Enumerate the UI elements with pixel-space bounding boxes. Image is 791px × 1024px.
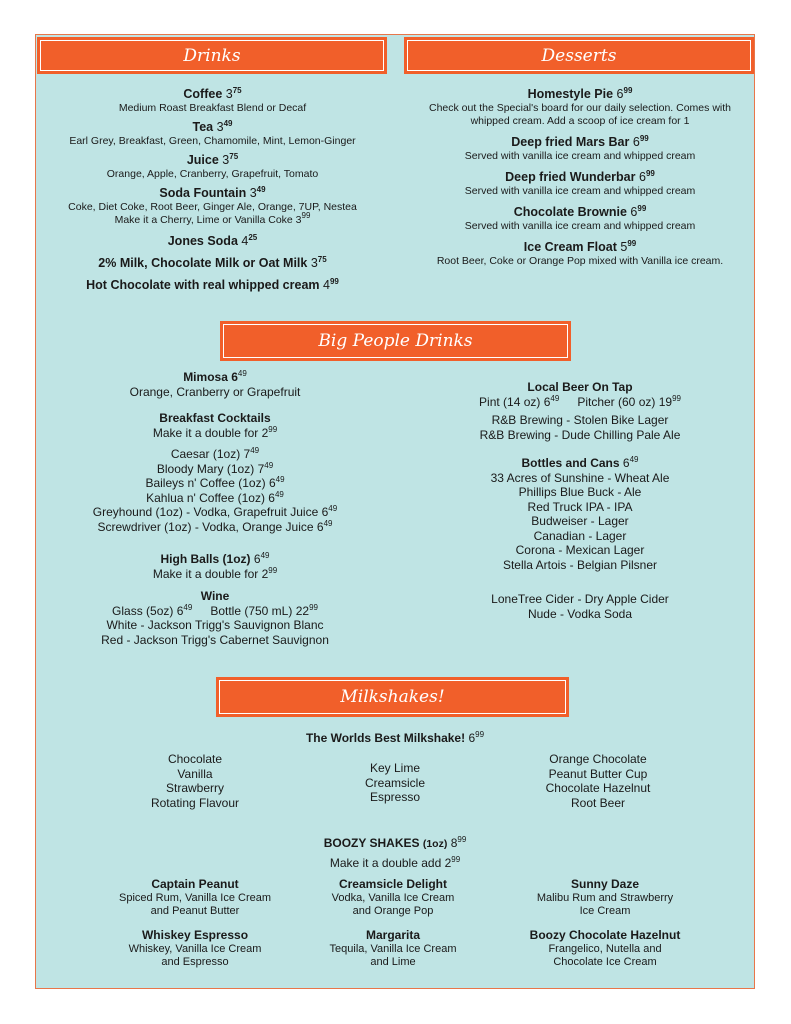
boozy-shake-item: Whiskey Espresso Whiskey, Vanilla Ice Cream and Espresso <box>128 928 262 968</box>
dessert-item: Homestyle Pie $6^{99}$ Check out the Special's board for our daily selection. Comes with whipped cream. Add a scoop of ice cream for 1 <box>429 86 731 127</box>
cider-and-soda: LoneTree Cider - Dry Apple Cider Nude - Vodka Soda <box>491 592 669 621</box>
cocktail-item: Baileys n' Coffee (1oz) $6^{49}$ <box>145 475 285 490</box>
cocktail-item: Kahlua n' Coffee (1oz) $6^{49}$ <box>146 489 284 505</box>
mimosa-item: Mimosa $6^{49}$ Orange, Cranberry or Grapefruit <box>129 369 301 399</box>
big-people-left <box>60 370 370 647</box>
boozy-shake-item: Sunny Daze Malibu Rum and Strawberry Ice Cream <box>536 877 674 917</box>
flavours-right: Orange Chocolate Peanut Butter Cup Chocolate Hazelnut Root Beer <box>545 752 651 810</box>
drink-item: Coffee $3^{75}$ Medium Roast Breakfast Blend or Decaf <box>118 86 307 114</box>
boozy-shake-item: Creamsicle Delight Vodka, Vanilla Ice Cream and Orange Pop <box>331 877 455 917</box>
desserts-list <box>405 82 755 268</box>
cocktail-item: Caesar (1oz) $7^{49}$ <box>170 446 260 461</box>
dessert-item: Deep fried Wunderbar $6^{99}$ Served with vanilla ice cream and whipped cream <box>464 169 696 197</box>
drink-item: Juice $3^{75}$ Orange, Apple, Cranberry, Grapefruit, Tomato <box>106 152 319 180</box>
drinks-list <box>40 82 385 293</box>
boozy-shakes-header: BOOZY SHAKES (1oz) $8^{99}$ Make it a double add $2^{99}$ <box>323 835 467 870</box>
dessert-item: Ice Cream Float $5^{99}$ Root Beer, Coke or Orange Pop mixed with Vanilla ice cream. <box>436 239 724 267</box>
drink-item: Tea $3^{49}$ Earl Grey, Breakfast, Green, Chamomile, Mint, Lemon-Ginger <box>69 119 356 147</box>
drink-item: Soda Fountain $3^{49}$ Coke, Diet Coke, Root Beer, Ginger Ale, Orange, 7UP, Nestea Make it a Cherry, Lime or Vanilla Coke $3^{99}$ <box>68 185 357 226</box>
big-people-drinks-banner: Big People Drinks <box>220 321 571 361</box>
drink-item: 2% Milk, Chocolate Milk or Oat Milk $3^{75}$ <box>98 255 327 270</box>
dessert-item: Chocolate Brownie $6^{99}$ Served with vanilla ice cream and whipped cream <box>464 204 696 232</box>
boozy-shake-item: Margarita Tequila, Vanilla Ice Cream and Lime <box>329 928 457 968</box>
cocktail-item: Greyhound (1oz) - Vodka, Grapefruit Juice $6^{49}$ <box>92 504 338 519</box>
breakfast-cocktails: Breakfast Cocktails Make it a double for $2^{99}$ Caesar (1oz) $7^{49}$ Bloody Mary (1oz) $7^{49}$ Baileys n' Coffee (1oz) $6^{49}$ Kahlua n' Coffee (1oz) $6^{49}$ Greyhound (1oz) - Vodka, Grapefruit Juice $6^{49}$ Screwdriver (1oz) - Vodka, Orange Juice $6^{49}$ <box>60 411 370 534</box>
bottles-and-cans: Bottles and Cans $6^{49}$ 33 Acres of Sunshine - Wheat Ale Phillips Blue Buck - Ale Red Truck IPA - IPA Budweiser - Lager Canadian - Lager Corona - Mexican Lager Stella Artois - Belgian Pilsner <box>490 455 670 572</box>
drinks-banner: Drinks <box>37 37 387 74</box>
boozy-shake-item: Boozy Chocolate Hazelnut Frangelico, Nutella and Chocolate Ice Cream <box>529 928 681 968</box>
best-milkshake: The Worlds Best Milkshake! $6^{99}$ <box>305 730 485 745</box>
high-balls: High Balls (1oz) $6^{49}$ Make it a double for $2^{99}$ <box>152 551 278 581</box>
drink-item: Hot Chocolate with real whipped cream $4^{99}$ <box>86 277 339 292</box>
drink-item: Jones Soda $4^{25}$ <box>167 233 258 248</box>
flavours-middle: Key Lime Creamsicle Espresso <box>364 761 425 804</box>
milkshakes-banner: Milkshakes! <box>216 677 569 717</box>
flavours-left: Chocolate Vanilla Strawberry Rotating Flavour <box>150 752 240 810</box>
big-people-right <box>420 380 740 621</box>
desserts-banner: Desserts <box>404 37 754 74</box>
dessert-item: Deep fried Mars Bar $6^{99}$ Served with vanilla ice cream and whipped cream <box>464 134 696 162</box>
boozy-shake-item: Captain Peanut Spiced Rum, Vanilla Ice Cream and Peanut Butter <box>118 877 272 917</box>
local-beer: Local Beer On Tap Pint (14 oz) $6^{49}$ Pitcher (60 oz) $19^{99}$ R&B Brewing - Stolen Bike Lager R&B Brewing - Dude Chilling Pale Ale <box>479 380 681 442</box>
wine: Wine Glass (5oz) $6^{49}$ Bottle (750 mL) $22^{99}$ White - Jackson Trigg's Sauvignon Blanc Red - Jackson Trigg's Cabernet Sauvignon <box>101 589 329 647</box>
cocktail-item: Screwdriver (1oz) - Vodka, Orange Juice $6^{49}$ <box>97 518 333 534</box>
cocktail-item: Bloody Mary (1oz) $7^{49}$ <box>156 460 274 476</box>
